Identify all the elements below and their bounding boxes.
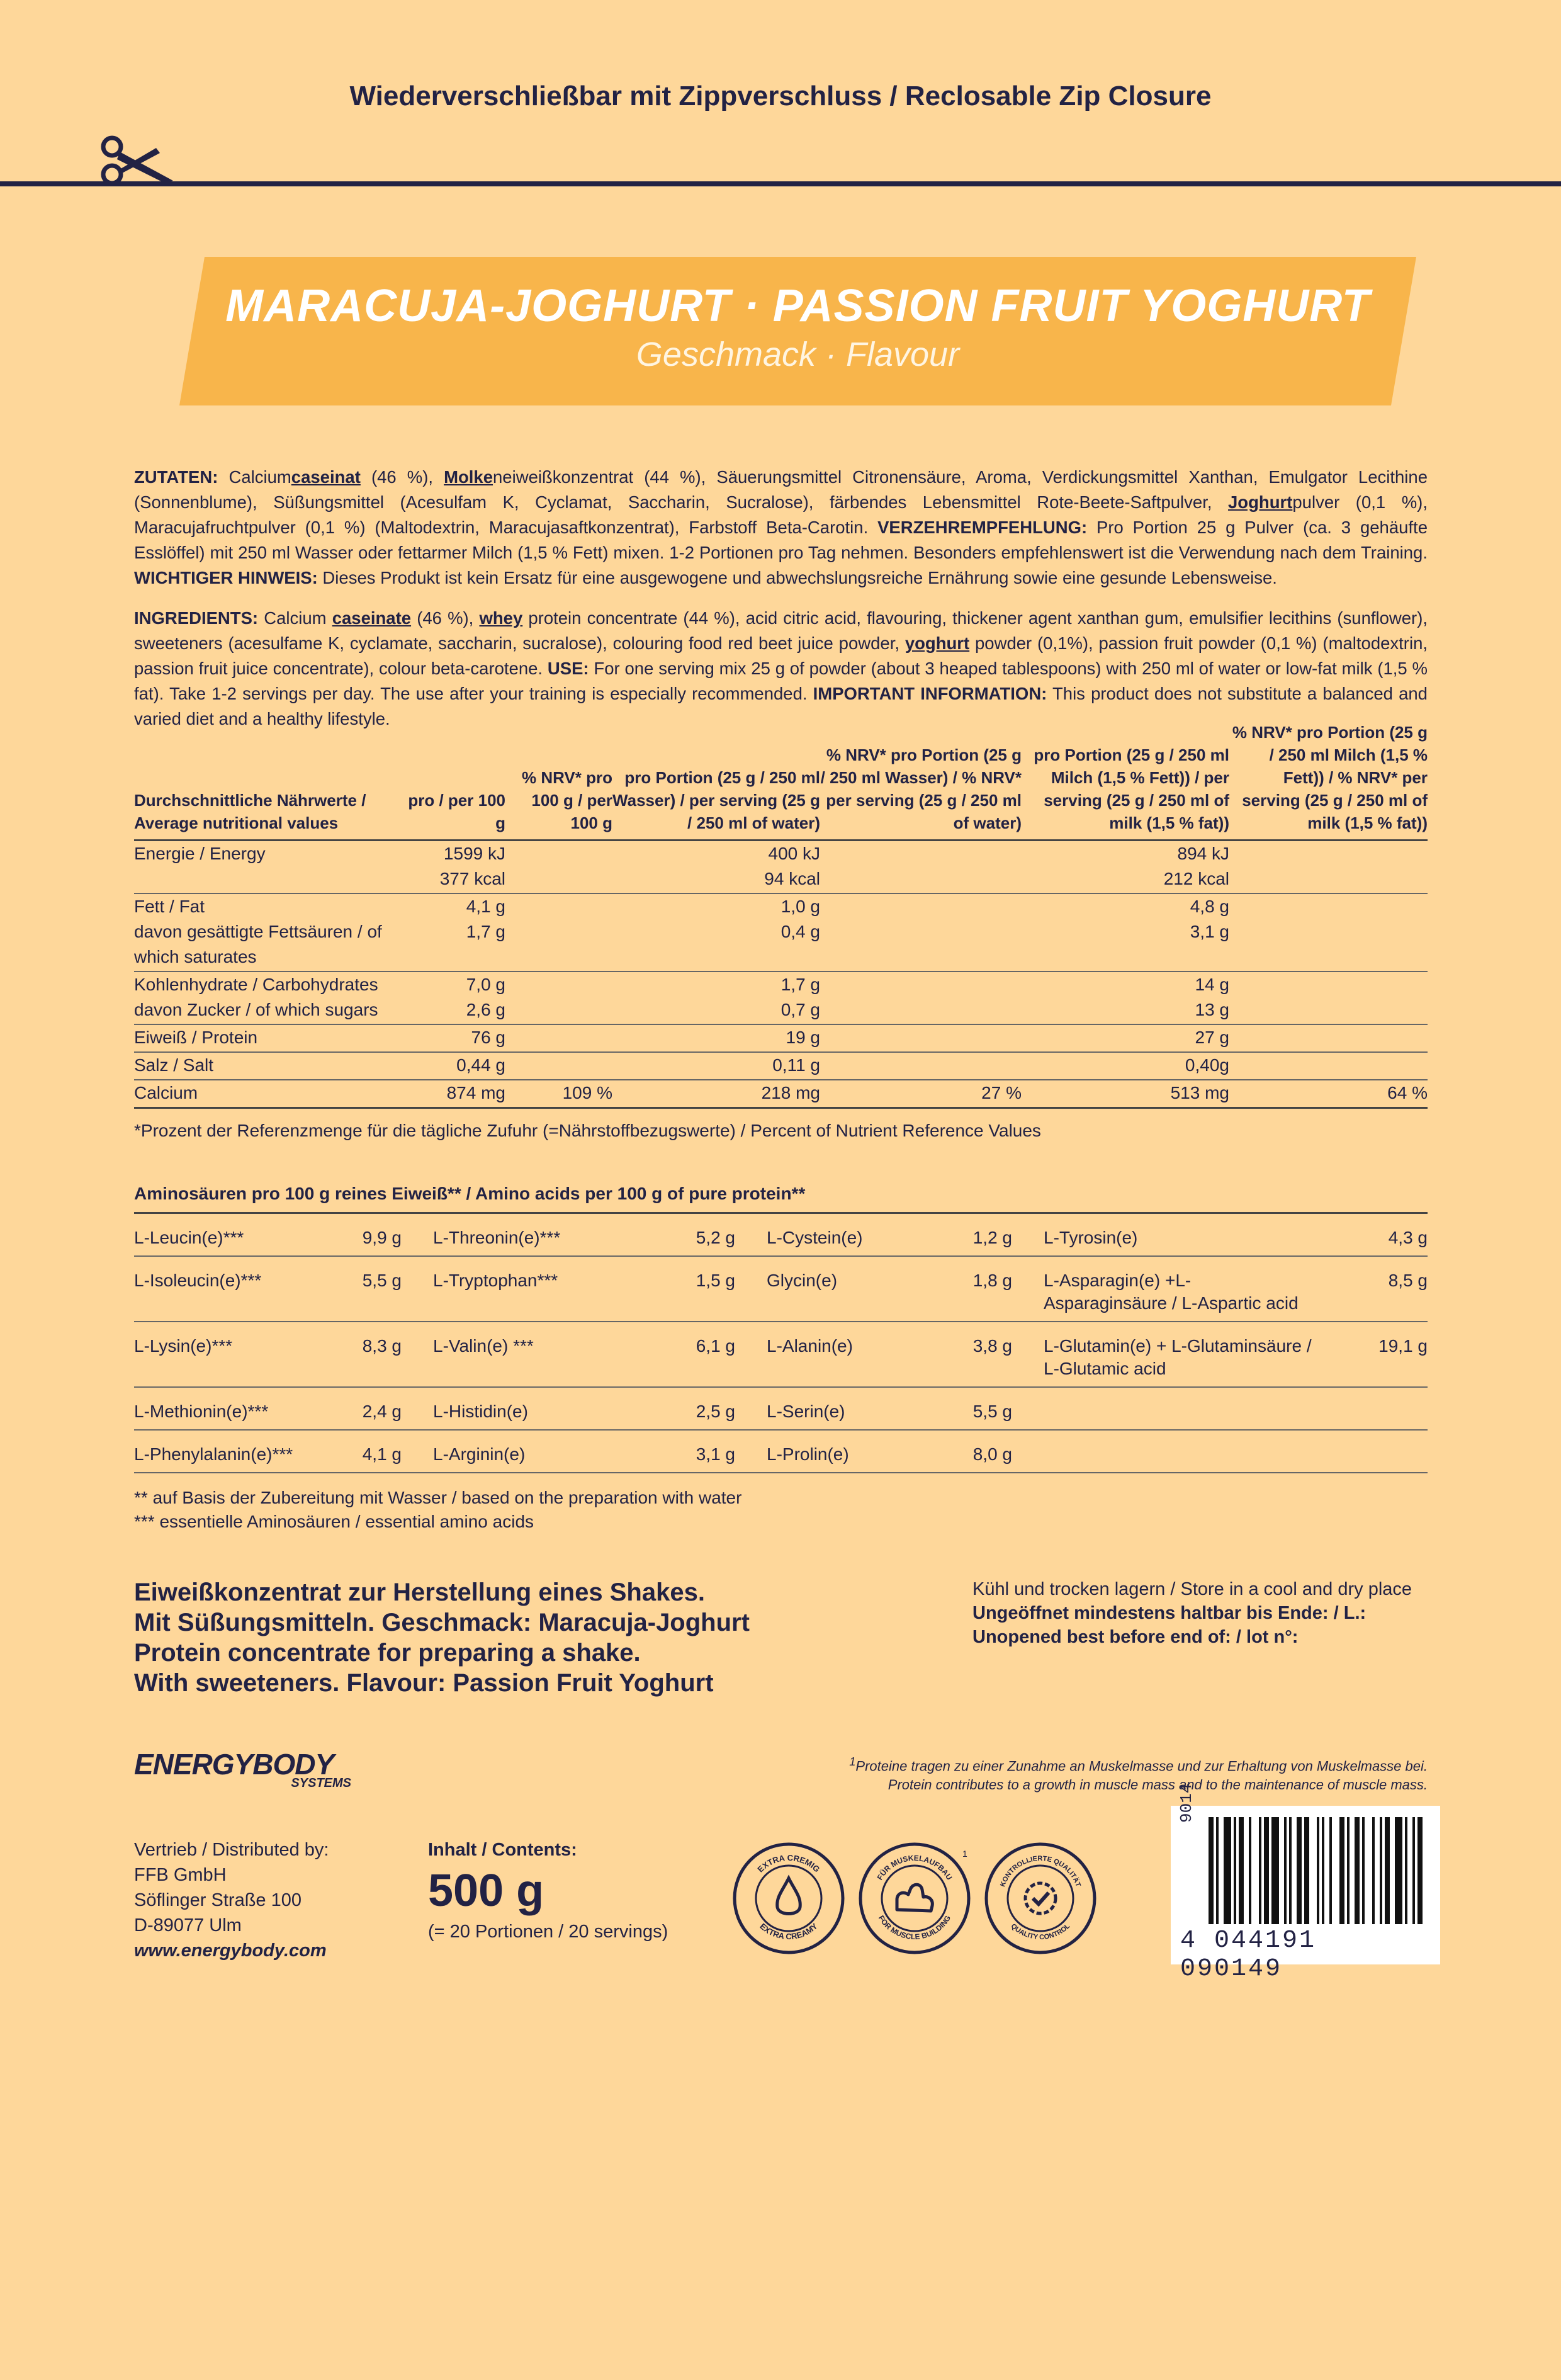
nutrition-cell-nrv-water [820, 1052, 1022, 1080]
nutrition-cell-label: Fett / Fat [134, 897, 205, 916]
nutrition-cell-serv-milk: 14 g [1195, 975, 1229, 994]
nutrition-cell-label: Kohlenhydrate / Carbohydrates [134, 975, 378, 994]
amino-acid-value: 5,5 g [955, 1387, 1044, 1430]
nutrition-cell-serv-milk: 513 mg [1022, 1080, 1229, 1108]
nutrition-cell-serv-water: 1,0 g [780, 897, 820, 916]
amino-acid-name: L-Valin(e) *** [433, 1322, 653, 1387]
barcode-bar [1216, 1817, 1219, 1924]
nutrition-cell-serv-milk: 212 kcal [1022, 866, 1229, 893]
nutrition-cell-nrv100 [505, 972, 612, 997]
zip-cut-line [0, 181, 1561, 186]
nutrition-cell-nrv-milk [1229, 919, 1428, 972]
nutrition-cell-serv-milk: 13 g [1022, 997, 1229, 1024]
contents-label: Inhalt / Contents: [428, 1840, 577, 1860]
barcode-bar [1304, 1817, 1309, 1924]
nutrition-cell-nrv-milk [1229, 997, 1428, 1024]
nutrition-cell-serv-milk: 3,1 g [1022, 919, 1229, 972]
amino-acid-name: L-Serin(e) [767, 1387, 955, 1430]
distributor-label: Vertrieb / Distributed by: [134, 1840, 329, 1860]
amino-acid-name: L-Tryptophan*** [433, 1256, 653, 1322]
amino-acid-value: 4,3 g [1327, 1213, 1428, 1257]
nutrition-cell-serv-water: 1,7 g [780, 975, 820, 994]
amino-acid-value: 8,3 g [323, 1322, 433, 1387]
nutrition-cell-nrv100: 109 % [505, 1080, 612, 1108]
amino-footnote-water: ** auf Basis der Zubereitung mit Wasser / based on the preparation with water [134, 1488, 742, 1507]
nutrition-cell-nrv-milk [1229, 841, 1428, 867]
svg-text:FÜR MUSKELAUFBAU: FÜR MUSKELAUFBAU [875, 1853, 954, 1882]
svg-text:FOR MUSCLE BUILDING: FOR MUSCLE BUILDING [876, 1913, 953, 1942]
amino-acid-name: L-Glutamin(e) + L-Glutaminsäure / L-Glutamic acid [1044, 1322, 1327, 1387]
amino-acid-name: L-Prolin(e) [767, 1430, 955, 1473]
nutrition-cell-per100: 4,1 g [466, 897, 505, 916]
barcode-bar [1380, 1817, 1382, 1924]
amino-acid-value: 1,8 g [955, 1256, 1044, 1322]
nutrition-header: % NRV* pro 100 g / per 100 g [505, 721, 612, 841]
svg-text:QUALITY CONTROL: QUALITY CONTROL [1009, 1922, 1072, 1942]
nutrition-header: pro Portion (25 g / 250 ml Wasser) / per serving (25 g / 250 ml of water) [612, 721, 820, 841]
nutrition-header: pro / per 100 g [398, 721, 505, 841]
nutrition-cell-per100: 377 kcal [398, 866, 505, 893]
amino-row [134, 1213, 1428, 1257]
barcode-bar [1284, 1817, 1287, 1924]
distributor-company: FFB GmbH [134, 1865, 227, 1885]
footnote-marker: 1 [849, 1755, 856, 1768]
barcode-bar [1239, 1817, 1244, 1924]
barcode-bar [1209, 1817, 1214, 1924]
amino-row [134, 1256, 1428, 1322]
amino-row [134, 1430, 1428, 1473]
drop-icon [777, 1878, 801, 1914]
nutrition-cell-nrv-milk [1229, 866, 1428, 893]
amino-acid-value: 5,2 g [653, 1213, 767, 1257]
barcode-bar [1339, 1817, 1344, 1924]
nutrition-row [134, 1052, 1428, 1080]
barcode-bar [1329, 1817, 1332, 1924]
nutrition-cell-nrv100 [505, 1024, 612, 1052]
servings-count: (= 20 Portionen / 20 servings) [428, 1922, 668, 1942]
amino-acid-value: 6,1 g [653, 1322, 767, 1387]
nutrition-header: pro Portion (25 g / 250 ml Milch (1,5 % Fett)) / per serving (25 g / 250 ml of milk (1,5 % fat)) [1022, 721, 1229, 841]
nutrition-cell-nrv-milk [1229, 893, 1428, 919]
brand-sub: SYSTEMS [291, 1776, 351, 1790]
amino-acid-value: 2,4 g [323, 1387, 433, 1430]
barcode-bar [1395, 1817, 1402, 1924]
nutrition-cell-serv-milk: 27 g [1022, 1024, 1229, 1052]
nutrition-cell-per100: 0,44 g [398, 1052, 505, 1080]
amino-acids-title: Aminosäuren pro 100 g reines Eiweiß** / Amino acids per 100 g of pure protein** [134, 1184, 806, 1203]
nutrition-cell-serv-water: 94 kcal [612, 866, 820, 893]
protein-claim-de: Proteine tragen zu einer Zunahme an Muskelmasse und zur Erhaltung von Muskelmasse bei. [855, 1758, 1428, 1774]
barcode-bar [1417, 1817, 1423, 1924]
storage-line: Kühl und trocken lagern / Store in a cool and dry place [972, 1579, 1412, 1599]
product-desc-line: Eiweißkonzentrat zur Herstellung eines Shakes. [134, 1578, 705, 1606]
barcode-bar [1297, 1817, 1302, 1924]
muscle-building-badge [858, 1842, 971, 1955]
nutrition-cell-nrv-milk [1229, 1024, 1428, 1052]
nutrition-header: % NRV* pro Portion (25 g / 250 ml Wasser) / % NRV* per serving (25 g / 250 ml of water) [820, 721, 1022, 841]
barcode-bar [1264, 1817, 1269, 1924]
protein-claim-note [692, 1752, 1428, 1794]
nutrition-cell-nrv100 [505, 893, 612, 919]
amino-acid-name: L-Arginin(e) [433, 1430, 653, 1473]
nutrition-cell-nrv-water [820, 866, 1022, 893]
barcode-number: 4 044191 090149 [1180, 1927, 1317, 1983]
barcode-bar [1355, 1817, 1360, 1924]
storage-info [972, 1577, 1438, 1649]
nutrition-cell-nrv100 [505, 919, 612, 972]
amino-acid-value [1327, 1387, 1428, 1430]
nutrition-cell-label: Eiweiß / Protein [134, 1024, 398, 1052]
extra-creamy-badge [732, 1842, 845, 1955]
nutrition-header: Durchschnittliche Nährwerte / Average nutritional values [134, 721, 398, 841]
nutrition-cell-nrv-water [820, 841, 1022, 867]
nutrition-cell-nrv-water [820, 1024, 1022, 1052]
amino-acid-value: 2,5 g [653, 1387, 767, 1430]
quality-seal-icon [1025, 1883, 1056, 1913]
amino-acid-value: 1,5 g [653, 1256, 767, 1322]
nutrition-table [134, 721, 1428, 1109]
amino-acid-name [1044, 1430, 1327, 1473]
muscle-arm-icon [897, 1884, 932, 1911]
nutrition-cell-nrv-milk [1229, 1052, 1428, 1080]
nutrition-cell-nrv-milk: 64 % [1229, 1080, 1428, 1108]
nutrition-cell-serv-milk: 894 kJ [1177, 844, 1229, 863]
nutrition-cell-nrv100 [505, 997, 612, 1024]
amino-acid-value: 5,5 g [323, 1256, 433, 1322]
nutrition-cell-label: Calcium [134, 1080, 398, 1108]
barcode-bar [1405, 1817, 1407, 1924]
nutrition-row [134, 1024, 1428, 1052]
nutrition-cell-label: davon Zucker / of which sugars [134, 997, 398, 1024]
zutaten-paragraph: ZUTATEN: Calciumcaseinat (46 %), Molkeneiweißkonzentrat (44 %), Säuerungsmittel Citronensäure, Aroma, Verdickungsmittel Xanthan, Emulgator Lecithine (Sonnenblume), Süßungsmittel (Acesulfam K, Cyclamat, Saccharin, Sucralose), färbendes Lebensmittel Rote-Beete-Saftpulver, Joghurtpulver (0,1 %), Maracujafruchtpulver (0,1 %) (Maltodextrin, Maracujasaftkonzentrat), Farbstoff Beta-Carotin. VERZEHREMPFEHLUNG: Pro Portion 25 g Pulver (ca. 3 gehäufte Esslöffel) mit 250 ml Wasser oder fettarmer Milch (1,5 % Fett) mixen. 1-2 Portionen pro Tag nehmen. Besonders empfehlenswert ist die Verwendung nach dem Training. WICHTIGER HINWEIS: Dieses Produkt ist kein Ersatz für eine ausgewogene und abwechslungsreiche Ernährung sowie eine gesunde Lebensweise. [134, 467, 1428, 587]
amino-acid-value [1327, 1430, 1428, 1473]
nutrition-cell-nrv-water [820, 893, 1022, 919]
amino-acid-name: L-Phenylalanin(e)*** [134, 1430, 323, 1473]
nutrition-cell-serv-water: 218 mg [612, 1080, 820, 1108]
amino-footnotes [134, 1486, 741, 1534]
distributor-street: Söflinger Straße 100 [134, 1890, 301, 1910]
nutrition-cell-nrv-water [820, 919, 1022, 972]
product-desc-line: Protein concentrate for preparing a shake. [134, 1639, 641, 1667]
contents-info [428, 1837, 668, 1944]
amino-acid-name: L-Leucin(e)*** [134, 1213, 323, 1257]
nutrition-header: % NRV* pro Portion (25 g / 250 ml Milch (1,5 % Fett)) / % NRV* per serving (25 g / 250 ml of milk (1,5 % fat)) [1229, 721, 1428, 841]
amino-acid-name: L-Tyrosin(e) [1044, 1213, 1327, 1257]
flavour-title: MARACUJA-JOGHURT · PASSION FRUIT YOGHURT [225, 281, 1370, 331]
barcode-bar [1362, 1817, 1365, 1924]
distributor-city: D-89077 Ulm [134, 1915, 242, 1935]
nutrition-cell-label: Energie / Energy [134, 844, 266, 863]
amino-row [134, 1322, 1428, 1387]
barcode-bar [1322, 1817, 1324, 1924]
amino-acid-name: L-Alanin(e) [767, 1322, 955, 1387]
nutrition-header-row [134, 721, 1428, 841]
barcode-bar [1234, 1817, 1236, 1924]
barcode-bar [1412, 1817, 1415, 1924]
amino-acid-value: 3,8 g [955, 1322, 1044, 1387]
amino-acid-value: 4,1 g [323, 1430, 433, 1473]
barcode-bar [1289, 1817, 1292, 1924]
barcode-bar [1317, 1817, 1319, 1924]
svg-text:EXTRA CREMIG: EXTRA CREMIG [755, 1852, 822, 1874]
nutrition-cell-serv-milk: 4,8 g [1190, 897, 1229, 916]
barcode-bar [1372, 1817, 1375, 1924]
amino-acid-name: L-Lysin(e)*** [134, 1322, 323, 1387]
net-weight: 500 g [428, 1866, 544, 1916]
barcode-bar [1259, 1817, 1261, 1924]
amino-acid-value: 1,2 g [955, 1213, 1044, 1257]
amino-acid-value: 9,9 g [323, 1213, 433, 1257]
barcode-bar [1347, 1817, 1350, 1924]
amino-acid-name: L-Isoleucin(e)*** [134, 1256, 323, 1322]
nutrition-cell-per100: 1,7 g [398, 919, 505, 972]
nutrition-cell-label: davon gesättigte Fettsäuren / of which saturates [134, 919, 398, 972]
amino-row [134, 1387, 1428, 1430]
amino-acid-name: L-Histidin(e) [433, 1387, 653, 1430]
nutrition-row [134, 1080, 1428, 1108]
nutrition-cell-nrv100 [505, 866, 612, 893]
nutrition-cell-per100: 874 mg [398, 1080, 505, 1108]
amino-acid-name: L-Methionin(e)*** [134, 1387, 323, 1430]
product-description [134, 1577, 921, 1698]
nutrition-row [134, 893, 1428, 919]
amino-acid-value: 8,0 g [955, 1430, 1044, 1473]
amino-acid-value: 8,5 g [1327, 1256, 1428, 1322]
nutrition-cell-per100: 2,6 g [398, 997, 505, 1024]
nutrition-cell-nrv-water [820, 972, 1022, 997]
ingredients-paragraph: INGREDIENTS: Calcium caseinate (46 %), whey protein concentrate (44 %), acid citric acid, flavouring, thickener agent xanthan gum, emulsifier lecithins (sunflower), sweeteners (acesulfame K, cyclamate, saccharin, sucralose), colouring food red beet juice powder, yoghurt powder (0,1%), passion fruit powder (0,1 %) (maltodextrin, passion fruit juice concentrate), colour beta-carotene. USE: For one serving mix 25 g of powder (about 3 heaped tablespoons) with 250 ml of water or low-fat milk (1,5 % fat). Take 1-2 servings per day. The use after your training is especially recommended. IMPORTANT INFORMATION: This product does not substitute a balanced and varied diet and a healthy lifestyle. [134, 608, 1428, 728]
nutrition-row [134, 972, 1428, 997]
nutrition-cell-per100: 1599 kJ [443, 844, 505, 863]
nutrition-row [134, 997, 1428, 1024]
amino-acid-name: L-Cystein(e) [767, 1213, 955, 1257]
nutrition-cell-nrv100 [505, 841, 612, 867]
zip-closure-text: Wiederverschließbar mit Zippverschluss / Reclosable Zip Closure [349, 81, 1212, 111]
nutrition-cell-nrv-water: 27 % [820, 1080, 1022, 1108]
amino-acid-name: L-Asparagin(e) +L-Asparaginsäure / L-Aspartic acid [1044, 1256, 1327, 1322]
barcode-bar [1385, 1817, 1390, 1924]
svg-text:KONTROLLIERTE QUALITÄT: KONTROLLIERTE QUALITÄT [999, 1854, 1082, 1888]
quality-control-badge [984, 1842, 1097, 1955]
nutrition-cell-serv-water: 0,7 g [612, 997, 820, 1024]
svg-text:EXTRA CREAMY: EXTRA CREAMY [758, 1921, 820, 1942]
barcode-bar [1224, 1817, 1231, 1924]
nutrition-cell-serv-water: 19 g [612, 1024, 820, 1052]
nutrition-row [134, 919, 1428, 972]
barcode-bar [1249, 1817, 1251, 1924]
brand-name: ENERGYBODY [134, 1748, 334, 1781]
amino-acid-value: 3,1 g [653, 1430, 767, 1473]
nutrition-row [134, 866, 1428, 893]
nutrition-cell-label [134, 866, 398, 893]
barcode-addon-number: 9014 [1177, 1783, 1196, 1823]
amino-acid-name: L-Threonin(e)*** [433, 1213, 653, 1257]
amino-acid-name [1044, 1387, 1327, 1430]
nutrition-cell-per100: 76 g [398, 1024, 505, 1052]
protein-claim-en: Protein contributes to a growth in muscle mass and to the maintenance of muscle mass. [888, 1777, 1428, 1793]
brand-logo [134, 1747, 373, 1791]
nutrition-cell-serv-milk: 0,40g [1022, 1052, 1229, 1080]
amino-acid-value: 19,1 g [1327, 1322, 1428, 1387]
nrv-footnote: *Prozent der Referenzmenge für die tägliche Zufuhr (=Nährstoffbezugswerte) / Percent of Nutrient Reference Values [134, 1121, 1041, 1140]
nutrition-cell-nrv100 [505, 1052, 612, 1080]
nutrition-row [134, 841, 1428, 867]
nutrition-cell-serv-water: 400 kJ [768, 844, 820, 863]
product-desc-line: With sweeteners. Flavour: Passion Fruit Yoghurt [134, 1669, 714, 1697]
svg-text:1: 1 [962, 1849, 967, 1859]
amino-footnote-essential: *** essentielle Aminosäuren / essential amino acids [134, 1512, 534, 1531]
distributor-info [134, 1837, 329, 1963]
nutrition-cell-serv-water: 0,11 g [612, 1052, 820, 1080]
amino-acid-name: Glycin(e) [767, 1256, 955, 1322]
nutrition-cell-serv-water: 0,4 g [612, 919, 820, 972]
flavour-subtitle: Geschmack · Flavour [636, 336, 960, 373]
best-before-de: Ungeöffnet mindestens haltbar bis Ende: / L.: [972, 1603, 1367, 1623]
product-desc-line: Mit Süßungsmitteln. Geschmack: Maracuja-Joghurt [134, 1609, 750, 1636]
nutrition-cell-nrv-milk [1229, 972, 1428, 997]
nutrition-cell-label: Salz / Salt [134, 1052, 398, 1080]
website-link[interactable]: www.energybody.com [134, 1941, 327, 1961]
nutrition-cell-nrv-water [820, 997, 1022, 1024]
amino-acids-table [134, 1212, 1428, 1473]
barcode-bar [1271, 1817, 1279, 1924]
nutrition-cell-per100: 7,0 g [466, 975, 505, 994]
best-before-en: Unopened best before end of: / lot n°: [972, 1627, 1299, 1647]
